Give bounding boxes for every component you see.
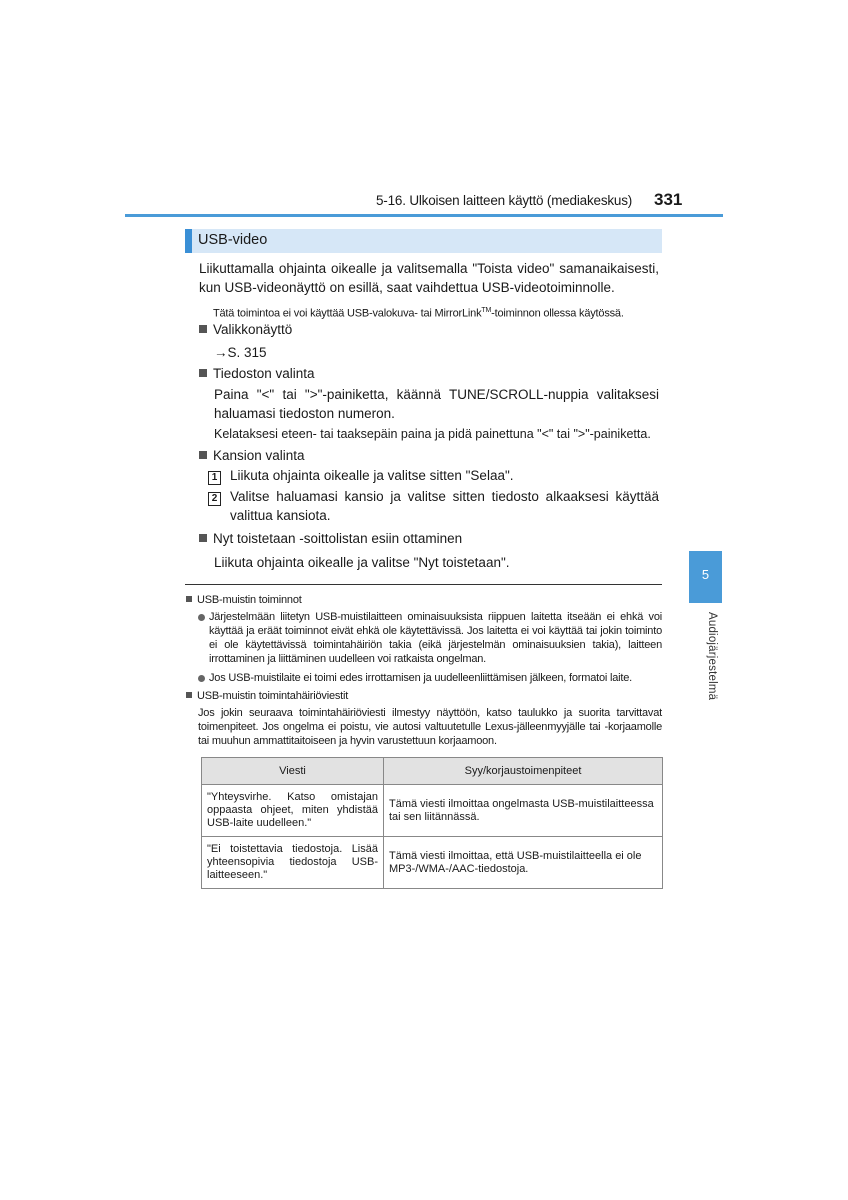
section-intro: Liikuttamalla ohjainta oikealle ja valitsemalla "Toista video" samanaikaisesti, kun USB-videonäyttö on esillä, saat vaihdettua USB-videotoiminnolle. xyxy=(199,261,659,295)
item-text-menu: →S. 315 xyxy=(214,345,267,360)
item-note-file: Kelataksesi eteen- tai taaksepäin paina ja pidä painettuna "<" tai ">"-painiketta. xyxy=(214,427,651,441)
table-cell-cause: Tämä viesti ilmoittaa, että USB-muistilaitteella ei ole MP3-/WMA-/AAC-tiedostoja. xyxy=(384,837,663,889)
error-messages-table xyxy=(201,757,663,889)
item-text-file: Paina "<" tai ">"-painiketta, käännä TUNE/SCROLL-nuppia valitaksesi haluamasi tiedoston numeron. xyxy=(214,387,659,421)
item-heading-menu: Valikkonäyttö xyxy=(199,320,292,339)
item-heading-now-playing: Nyt toistetaan -soittolistan esiin ottaminen xyxy=(199,529,462,548)
section-note: Tätä toimintoa ei voi käyttää USB-valokuva- tai MirrorLink™-toiminnon ollessa käytössä. xyxy=(213,307,624,320)
table-header-row xyxy=(202,758,663,785)
info-bullet-1: Järjestelmään liitetyn USB-muistilaitteen ominaisuuksista riippuen laitetta itseään ei ehkä voi käyttää ja eräät toiminnot eivät ehkä ole käytettävissä. Jos laitetta ei voi käyttää tai jokin toiminto ei ole käytettävissä toimintahäiriön takia (eikä järjestelmän ominaisuuksien takia), laitteen irrottaminen ja liittäminen uudelleen voi ratkaista ongelman. xyxy=(198,610,662,666)
item-heading-folder: Kansion valinta xyxy=(199,446,305,465)
square-bullet-icon xyxy=(199,325,207,333)
square-bullet-icon xyxy=(199,369,207,377)
chapter-title: 5-16. Ulkoisen laitteen käyttö (mediakeskus) xyxy=(376,193,633,208)
square-bullet-icon xyxy=(199,451,207,459)
chapter-tab-label: Audiojärjestelmä xyxy=(706,612,718,701)
page-number: 331 xyxy=(654,190,683,209)
info-usb-errors-text: Jos jokin seuraava toimintahäiriöviesti ilmestyy näyttöön, katso taulukko ja suorita tarvittavat toimenpiteet. Jos ongelma ei poistu, vie autosi valtuutetulle Lexus-jälleenmyyjälle tai -korjaamolle tai muuhun ammattitaitoiseen ja hyvin varustettuun korjaamoon. xyxy=(198,707,662,747)
info-divider xyxy=(185,584,662,585)
chapter-tab: 5 xyxy=(689,551,722,603)
square-bullet-icon xyxy=(186,692,192,698)
step-number-box: 2 xyxy=(208,492,221,506)
table-header-cause: Syy/korjaustoimenpiteet xyxy=(384,758,663,785)
item-heading-file: Tiedoston valinta xyxy=(199,364,315,383)
section-title: USB-video xyxy=(198,232,268,248)
step-number-box: 1 xyxy=(208,471,221,485)
section-title-accent xyxy=(185,229,192,253)
step-text: Valitse haluamasi kansio ja valitse sitten tiedosto alkaaksesi käyttää valittua kansiota. xyxy=(230,489,659,523)
step-text: Liikuta ohjainta oikealle ja valitse sitten "Selaa". xyxy=(230,468,514,483)
square-bullet-icon xyxy=(186,596,192,602)
bullet-dot-icon xyxy=(198,614,205,621)
bullet-dot-icon xyxy=(198,675,205,682)
info-heading-usb-errors: USB-muistin toimintahäiriöviestit xyxy=(186,689,348,703)
step-1 xyxy=(208,466,659,485)
table-cell-message: "Ei toistettavia tiedostoja. Lisää yhteensopivia tiedostoja USB-laitteeseen." xyxy=(202,837,384,889)
header-rule xyxy=(125,214,723,217)
table-cell-cause: Tämä viesti ilmoittaa ongelmasta USB-muistilaitteessa tai sen liitännässä. xyxy=(384,785,663,837)
square-bullet-icon xyxy=(199,534,207,542)
info-heading-usb-functions: USB-muistin toiminnot xyxy=(186,593,302,607)
table-header-message: Viesti xyxy=(202,758,384,785)
table-cell-message: "Yhteysvirhe. Katso omistajan oppaasta ohjeet, miten yhdistää USB-laite uudelleen." xyxy=(202,785,384,837)
table-row xyxy=(202,837,663,889)
info-bullet-2: Jos USB-muistilaite ei toimi edes irrottamisen ja uudelleenliittämisen jälkeen, formatoi laite. xyxy=(198,671,662,685)
item-text-now-playing: Liikuta ohjainta oikealle ja valitse "Nyt toistetaan". xyxy=(214,555,510,570)
table-row xyxy=(202,785,663,837)
step-2 xyxy=(208,487,659,527)
